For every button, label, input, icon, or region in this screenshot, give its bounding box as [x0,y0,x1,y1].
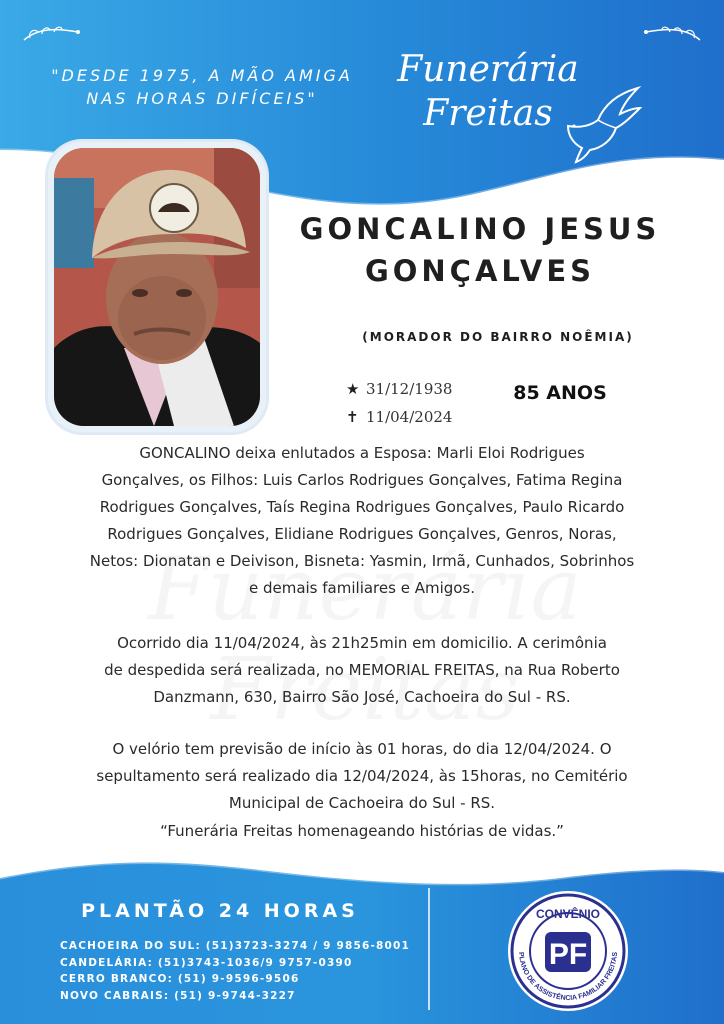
contact-line: CANDELÁRIA: (51)3743-1036/9 9757-0390 [60,956,353,969]
age: 85 ANOS [513,382,607,404]
text-line: Danzmann, 630, Bairro São José, Cachoeira do Sul - RS. [153,688,571,706]
resident-note: (MORADOR DO BAIRRO NOÊMIA) [362,330,634,344]
footer-divider [428,888,430,1010]
ceremony-paragraph [30,630,694,711]
tribute-quote: “Funerária Freitas homenageando histórias de vidas.” [160,822,564,840]
cross-icon: ✝ [346,408,359,426]
badge-ring-text: PLANO DE ASSISTÊNCIA FAMILIAR FREITAS [516,951,620,1002]
birth-row [346,375,496,403]
death-date: 11/04/2024 [366,408,453,426]
text-line: sepultamento será realizado dia 12/04/2024, às 15horas, no Cemitério [96,767,628,785]
plantao-title: PLANTÃO 24 HORAS [81,900,359,922]
ornament-right-icon [640,18,704,48]
contact-list [60,938,420,1004]
portrait-photo [54,148,260,426]
convenio-badge [505,888,631,1014]
contact-line: NOVO CABRAIS: (51) 9-9744-3227 [60,989,296,1002]
name-line-2: GONÇALVES [364,254,596,288]
text-line: Gonçalves, os Filhos: Luis Carlos Rodrigues Gonçalves, Fatima Regina [101,471,623,489]
text-line: e demais familiares e Amigos. [248,579,476,597]
text-line: O velório tem previsão de início às 01 horas, do dia 12/04/2024. O [112,740,612,758]
ornament-left-icon [20,18,84,48]
burial-paragraph [30,736,694,817]
text-line: Rodrigues Gonçalves, Elidiane Rodrigues Gonçalves, Genros, Noras, [107,525,617,543]
text-line: Netos: Dionatan e Deivison, Bisneta: Yasmin, Irmã, Cunhados, Sobrinhos [89,552,635,570]
brand-logo [388,48,588,136]
badge-mark: PF [548,938,588,971]
dove-icon [560,86,642,164]
death-row [346,403,496,431]
contact-line: CACHOEIRA DO SUL: (51)3723-3274 / 9 9856-8001 [60,940,411,952]
slogan-line-1: "DESDE 1975, A MÃO AMIGA [51,66,353,85]
life-dates [346,375,496,431]
slogan [22,64,382,110]
badge-top-text: CONVÊNIO [535,907,601,921]
deceased-name [270,208,690,292]
contact-line: CERRO BRANCO: (51) 9-9596-9506 [60,973,300,985]
brand-line-1: Funerária [397,49,579,90]
name-line-1: GONCALINO JESUS [299,212,661,246]
text-line: de despedida será realizada, no MEMORIAL FREITAS, na Rua Roberto [104,661,620,679]
slogan-line-2: NAS HORAS DIFÍCEIS" [86,89,318,108]
brand-line-2: Freitas [423,93,553,134]
family-paragraph [30,440,694,602]
text-line: GONCALINO deixa enlutados a Esposa: Marli Eloi Rodrigues [139,444,585,462]
text-line: Rodrigues Gonçalves, Taís Regina Rodrigues Gonçalves, Paulo Ricardo [99,498,625,516]
text-line: Ocorrido dia 11/04/2024, às 21h25min em domicilio. A cerimônia [117,634,607,652]
birth-date: 31/12/1938 [366,380,453,398]
star-icon: ★ [346,380,360,398]
text-line: Municipal de Cachoeira do Sul - RS. [228,794,496,812]
